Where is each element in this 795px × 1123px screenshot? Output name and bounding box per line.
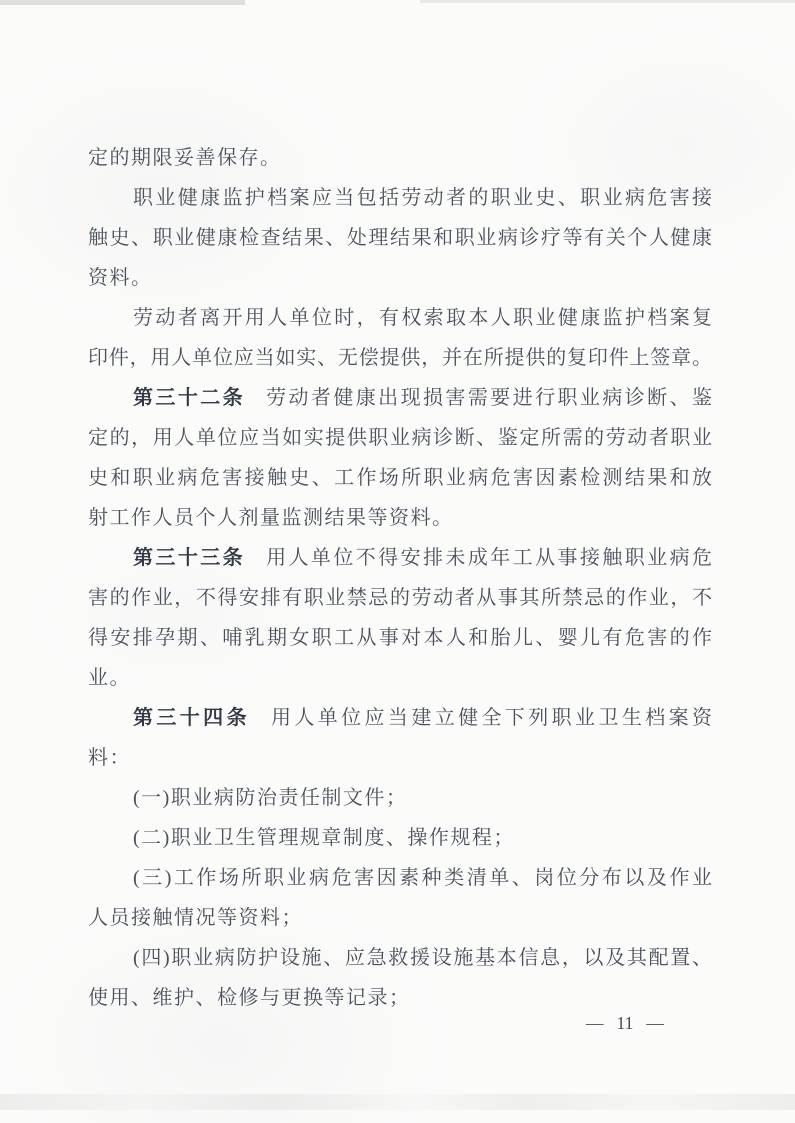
page-number-dash-right: — [646,1013,664,1033]
document-lines [88,138,712,1018]
scan-artifact-top-right [420,0,795,3]
text-line [88,578,712,618]
text-line-content: 得安排孕期、哺乳期女职工从事对本人和胎儿、婴儿有危害的作 [88,627,712,649]
text-line-content: 使用、维护、检修与更换等记录； [88,987,411,1009]
text-line [88,258,712,298]
text-line-content: 史和职业病危害接触史、工作场所职业病危害因素检测结果和放 [88,467,712,489]
article-number: 第三十二条 [133,387,246,409]
text-line [88,178,712,218]
text-line [88,338,712,378]
text-line [88,938,712,978]
text-line-content: 用人单位不得安排未成年工从事接触职业病危 [266,547,713,569]
text-line [88,138,712,178]
text-line-content: 射工作人员个人剂量监测结果等资料。 [88,507,454,529]
page-number-value: 11 [616,1013,634,1033]
text-line-content: (一)职业病防治责任制文件； [133,787,408,809]
text-line-content: 害的作业，不得安排有职业禁忌的劳动者从事其所禁忌的作业，不 [88,587,712,609]
text-line-content: 人员接触情况等资料； [88,907,303,929]
text-line [88,498,712,538]
text-line [88,618,712,658]
text-line-content: 定的，用人单位应当如实提供职业病诊断、鉴定所需的劳动者职业 [88,427,712,449]
text-line [88,378,712,418]
text-line [88,978,712,1018]
text-line-content: 职业健康监护档案应当包括劳动者的职业史、职业病危害接 [133,187,712,209]
text-line [88,298,712,338]
article-number: 第三十三条 [133,547,246,569]
text-line [88,538,712,578]
text-line [88,778,712,818]
text-line-content: 业。 [88,667,131,689]
text-line-content: 定的期限妥善保存。 [88,147,282,169]
article-number: 第三十四条 [133,707,250,729]
text-line [88,698,712,738]
scan-artifact-top-left [0,0,245,5]
text-line-content: 用人单位应当建立健全下列职业卫生档案资 [270,707,713,729]
text-line-content: 资料。 [88,267,153,289]
text-line [88,738,712,778]
scan-artifact-bottom-band [0,1094,795,1110]
text-line [88,898,712,938]
page-number [586,1013,664,1034]
text-line [88,218,712,258]
text-line [88,658,712,698]
text-line-content: 料： [88,747,131,769]
page-number-dash-left: — [586,1013,604,1033]
text-line-content: (二)职业卫生管理规章制度、操作规程； [133,827,515,849]
text-line-content: 触史、职业健康检查结果、处理结果和职业病诊疗等有关个人健康 [88,227,712,249]
text-line [88,858,712,898]
text-line [88,458,712,498]
text-line-content: 劳动者健康出现损害需要进行职业病诊断、鉴 [266,387,713,409]
text-line-content: 劳动者离开用人单位时，有权索取本人职业健康监护档案复 [133,307,712,329]
text-line-content: (三)工作场所职业病危害因素种类清单、岗位分布以及作业 [133,867,712,889]
text-line-content: 印件，用人单位应当如实、无偿提供，并在所提供的复印件上签章。 [88,347,712,369]
text-line [88,418,712,458]
text-line [88,818,712,858]
text-line-content: (四)职业病防护设施、应急救援设施基本信息，以及其配置、 [133,947,712,969]
